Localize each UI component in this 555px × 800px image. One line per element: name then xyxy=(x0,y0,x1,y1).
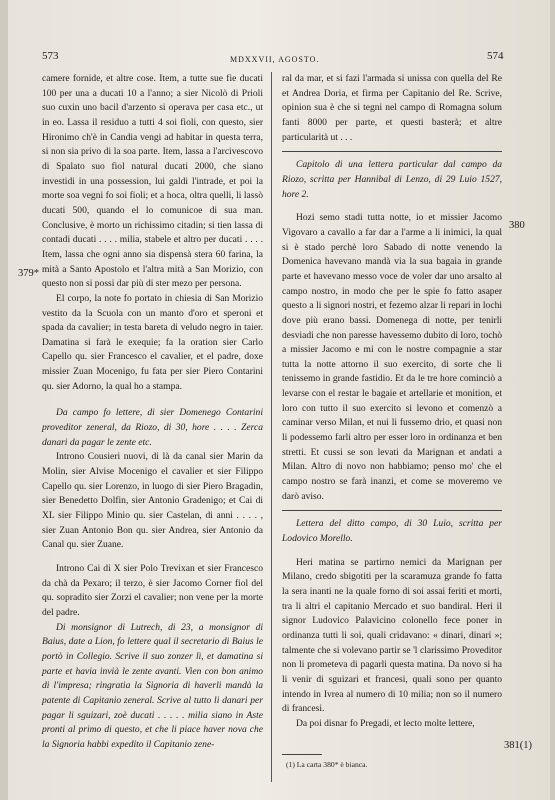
left-column xyxy=(42,72,263,753)
column-divider xyxy=(271,72,272,782)
section-heading: Lettera del ditto campo, di 30 Luio, scritta per Lodovico Morello. xyxy=(282,518,502,545)
paragraph: Di monsignor di Lutrech, di 23, a monsignor di Baius, date a Lion, fo lettere qual il secretario di Baius le portò in Collegio. Scrive il suo zonzer lì, et damatina si parte et havia invià le zente avanti. Vien con bon animo di l'impresa; ringratia la Signoria di haverli mandà la patente di Capitanio zeneral. Scrive al tutto li danari per pagar li sguizari, zoè ducati . . . . . milia siano in Aste pronti al primo di questo, et che li piace haver nova che la Signoria habbi expedito il Capitanio zene- xyxy=(42,621,263,750)
right-column xyxy=(282,72,502,732)
page-number-left: 573 xyxy=(42,50,59,62)
section-heading: Capitolo di una lettera particular dal campo da Riozo, scritta per Hannibal di Lenzo, di 29 Luio 1527, hore 2. xyxy=(282,159,502,200)
running-title: MDXXVII, AGOSTO. xyxy=(230,55,320,64)
paragraph: El corpo, la note fo portato in chiesia di San Morizio vestito da la Scuola con un manto d'oro et speroni et spada da cavalier; in testa bareta di veludo negro in taier. Damatina si farà le exequie; fa la oration sier Carlo Capello qu. sier Francesco el cavalier, et el padre, doxe missier Zuan Mocenigo, fu fata per sier Piero Contarini qu. sier Adorno, la qual ho a stampa. xyxy=(42,292,263,392)
section-rule xyxy=(282,151,502,152)
paragraph: Heri matina se partirno nemici da Marignan per Milano, credo sbigotiti per la scaramuza grande fo fatta la sera inanti ne la quale forno di soi assai feriti et morti, tra li altri el capitanio Mercado et suo bandiral. Heri il signor Ludovico Palavicino colonello fece poner in ordinanza tutti li soi, quali cridavano: « dinari, dinari »; talmente che si volevano partir se 'l clarissimo Proveditor non li prometeva di pagarli questa matina. Da novo si ha li venir di sguizari et francesi, quali sono per quanto intendo in Ivrea al numero di 10 milia; non so il numero di francesi. xyxy=(282,556,502,715)
paragraph: camere fornide, et altre cose. Item, a tutte sue fie ducati 100 per una a ducati 10 a l'anno; a sier Nicolò di Prioli suo cuxin uno bacil d'arzento si operava per casa etc., ut in eo. Lassa il residuo a tutti 4 soi fioli, con questo, sier Hironimo ch'è in Candia vengi ad habitar in questa terra, si non sia privo di la soa parte. Item, lassa a l'arcivescovo di Spalato suo fiol natural ducati 2000, che siano investidi in una possession, lui galdi l'intrade, et poi la morte soa vegni fo soi fioli; et a hoca, oltra quelli, li lassò ducati 500, quando el lo comunicoe di sua man. Conclusive, è morto un richissimo citadin; si tien lassa di contadi ducati . . . . milia, stabele et altro per ducati . . . . Item, lassa che ogni anno sia dispensà stera 60 farina, la mità a Santo Apostolo et l'altra mità a San Morizio, con questo non si possi dar più di ster mezo per persona. xyxy=(42,73,263,290)
paragraph: Da campo fo lettere, di sier Domenego Contarini proveditor zeneral, da Riozo, di 30, hore . . . . Zerca danari da pagar le zente etc. xyxy=(42,407,263,448)
paragraph: Hozi semo stadi tutta notte, io et missier Jacomo Vigovaro a cavallo a far dar a l'arme a li inimici, la qual si è stado perchè loro Sabado di notte venendo la Domenica havevano mandà via la sua bagaia in grande parte et havevano messo voce de voler dar uno arsalto al campo nostro, in modo che per le spie fo fatto asaper questo a li signori nostri, et fezemo alzar li repari in lochi dove più erano bassi. Domenega di notte, per tenirli desviadi che non paresse havessemo dubito di loro, tochò a missier Jacomo e mi con le nostre compagnie a star tutta la notte attorno il suo exercito, di sorte che li tenissemo in grande fastidio. Et da le tre hore cominciò a levarse con el restar le bagaie et artellarie et monition, et loro con tutto il suo exercito si levono et comenzò a caminar verso Milan, et nui li fussemo drio, et quasi non li podessemo farli altro per esser loro in ordinanza et ben stretti. Et cussi se son levati da Marignan et andati a Milan. Altro di novo non habbiamo; penso mo' che el campo nostro se farà inanzi, et come se moveremo ve darò aviso. xyxy=(282,212,502,502)
paragraph: Da poi disnar fo Pregadi, et lecto molte lettere, xyxy=(296,717,475,729)
section-rule xyxy=(282,510,502,511)
paragraph: ral da mar, et si fazi l'armada si unissa con quella del Re et Andrea Doria, et firma per Capitanio del Re. Scrive, opinion sua è che si tegni nel campo di Romagna solum fanti 8000 per parte, et questi basterà; et altre particularità ut . . . xyxy=(282,73,502,143)
paragraph: Introno Cousieri nuovi, di là da canal sier Marin da Molin, sier Alvise Mocenigo el cavalier et sier Filippo Capello qu. sier Lorenzo, in luogo di sier Piero Bragadin, sier Benedetto Dolfin, sier Antonio Gradenigo; et Cai di XL sier Filippo Minio qu. sier Castelan, di anni . . . . , sier Zuan Antonio Bon qu. sier Andrea, sier Antonio da Canal qu. sier Zuane. xyxy=(42,451,263,551)
page-number-right: 574 xyxy=(487,50,504,62)
paragraph: Introno Cai di X sier Polo Trevixan et sier Francesco da chà da Pexaro; il terzo, è sier Jacomo Corner fiol del qu. sopradito sier Zorzi el cavalier; non vene per la morte del padre. xyxy=(42,563,263,618)
margin-note-left: 379* xyxy=(18,268,39,279)
book-page xyxy=(8,0,550,800)
footnote: (1) La carta 380* è bianca. xyxy=(286,760,368,769)
margin-note-right: 380 xyxy=(509,220,525,231)
margin-note-right: 381(1) xyxy=(504,740,532,751)
footnote-rule xyxy=(282,754,322,755)
